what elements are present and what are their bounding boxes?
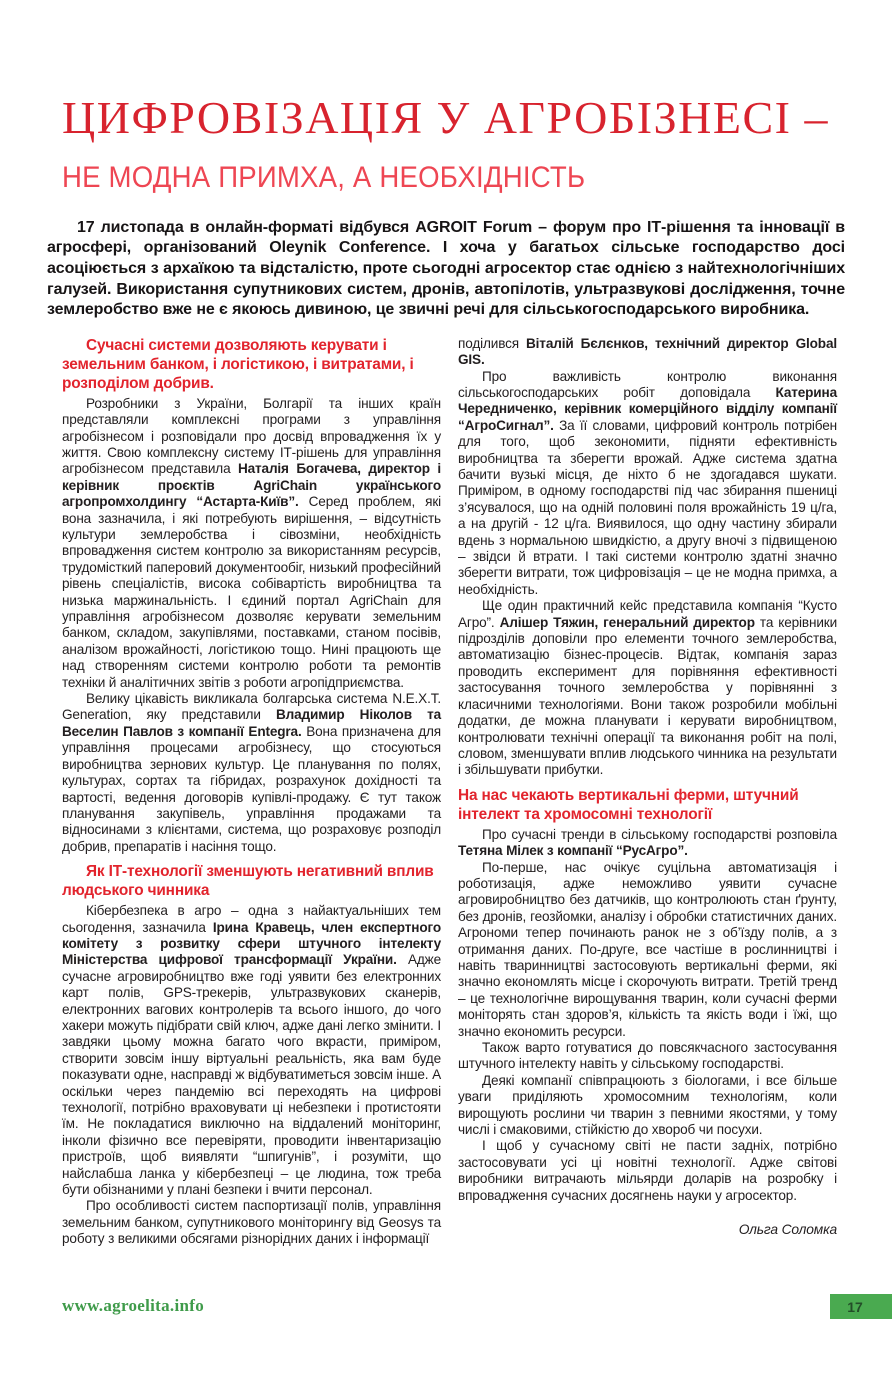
paragraph	[458, 598, 837, 778]
speaker-name: Ірина Кравець, член експертного комітету з розвитку сфери штучного інтелекту Міністерства цифрової трансформації України.	[62, 919, 441, 968]
paragraph	[62, 1198, 441, 1247]
paragraph	[62, 691, 441, 855]
body-text: Про сучасні тренди в сільському господарстві розповіла	[482, 826, 837, 842]
article-title: ЦИФРОВІЗАЦІЯ У АГРОБІЗНЕСІ –	[62, 92, 829, 143]
paragraph	[458, 369, 837, 599]
magazine-page	[0, 94, 892, 1390]
body-text: Про важливість контролю виконання сільськогосподарських робіт доповідала	[458, 368, 837, 400]
body-text: Вона призначена для управління процесами агробізнесу, що стосуються виробництва зернових культур. Це планування по полях, культурах, сортах та гібридах, розрахунок дохідності та вартості, ведення договорів купівлі-продажу. Є тут також планування закупівель, управління продажами та відносинами з клієнтами, система, що розраховує розподіл добрив, препаратів і насіння тощо.	[62, 723, 441, 854]
body-text: Ще один практичний кейс представила компанія “Кусто Агро”.	[458, 598, 837, 630]
author-byline: Ольга Соломка	[738, 1222, 837, 1238]
body-text: поділився	[458, 335, 527, 351]
column-right	[458, 335, 838, 1238]
paragraph	[62, 396, 441, 691]
article-lead-paragraph: 17 листопада в онлайн-форматі відбувся AGROIT Forum – форум про ІТ-рішення та інновації в агросфері, організований Oleynik Conference. І хоча у багатьох сільське господарство досі асоціюється з архаїкою та відсталістю, проте сьогодні агросектор стає однією з найтехнологічніших галузей. Використання супутникових систем, дронів, автопілотів, ультразвукові дослідження, точне землеробство вже не є якоюсь дивиною, це звичні речі для сільськогосподарського виробника.	[47, 218, 845, 319]
speaker-name: Катерина Чередниченко, керівник комерційного відділу компанії “АгроСигнал”.	[458, 384, 837, 433]
paragraph	[458, 1073, 837, 1139]
article-body	[62, 335, 838, 1247]
body-text: І щоб у сучасному світі не пасти задніх, потрібно застосовувати усі ці новітні технології. Адже світові виробники витрачають мільярди доларів на розробку і впровадження сучасних досягнень науки у агросектор.	[458, 1138, 837, 1203]
speaker-name: Віталій Бєлєнков, технічний директор Global GIS.	[458, 335, 837, 368]
body-text: Кібербезпека в агро – одна з найактуальніших тем сьогодення, зазначила	[62, 903, 441, 935]
column-left	[62, 336, 442, 1247]
section-heading: Сучасні системи дозволяють керувати і земельним банком, і логістикою, і витратами, і розподілом добрив.	[62, 336, 414, 392]
body-text: За її словами, цифровий контроль потрібен для того, щоб зекономити, підняти ефективність виробництва та зберегти врожай. Адже система здатна бачити вузькі місця, де ніхто б не здогадався шукати. Приміром, в одному господарстві під час збирання пшениці з’ясувалося, що на одній половині поля врожайність 19 ц/га, а на другій - 12 ц/га. Виявилося, що одну частину збирали вдень з нормальною швидкістю, а другу вночі з підвищеною – звідси й втрати. І такі системи контролю здатні значно зберегти витрати, тож цифровізація – це не модна примха, а необхідність.	[458, 417, 837, 597]
body-text: Серед проблем, які вона зазначила, і які потребують вирішення, – відсутність культури землеробства і сівозміни, необхідність впровадження систем контролю за використанням ресурсів, трудомісткий паперовий документообіг, низький професійний рівень спеціалістів, висока собівартість виробництва та низька маржинальність. І єдиний портал AgriChain для управління агробізнесом дозволяє керувати земельним банком, складом, закупівлями, поставками, станом посівів, аналізом врожайності, логістикою тощо. Нині працюють ще над створенням системи контролю роботи та ремонтів техніки й аналітичних звітів з роботи агропідприємства.	[62, 494, 441, 690]
speaker-name: Владимир Ніколов та Веселин Павлов з компанії Entegra.	[62, 707, 442, 739]
speaker-name: Тетяна Мілек з компанії “РусАгро”.	[458, 843, 688, 859]
paragraph	[458, 1040, 837, 1073]
body-text: Велику цікавість викликала болгарська система N.E.X.T. Generation, яку представили	[62, 691, 441, 723]
website-link[interactable]: www.agroelita.info	[62, 1296, 205, 1315]
section-heading: Як ІТ-технології зменшують негативний вплив людського чинника	[62, 863, 434, 900]
speaker-name: Наталія Богачева, директор і керівник проєктів AgriChain українського агропромхолдингу “Астарта-Київ”.	[62, 461, 441, 510]
body-text: Адже сучасне агровиробництво вже годі уявити без електронних карт полів, GPS-трекерів, ультразвукових сканерів, електронних вагових контролерів та всього іншого, до чого хакери можуть підібрати свій ключ, адже дані легко змінити. І завдяки цьому можна багато чого вкрасти, приміром, створити зовсім іншу віртуальні реальність, яка вам буде показувати одне, насправді ж відбуватиметься зовсім інше. А оскільки через пандемію всі переходять на цифрові технології, потрібно враховувати ці небезпеки і протистояти їм. Не покладатися виключно на віддалений моніторинг, інколи фізично все перевіряти, проводити інвентаризацію пристроїв, щоб виявляти “шпигунів”, і розуміти, що найслабша ланка у кібербезпеці – це людина, тож треба бути обізнаними у плані безпеки і вчити персонал.	[62, 952, 441, 1198]
body-text: Про особливості систем паспортизації полів, управління земельним банком, супутникового моніторингу від Geosys та роботу з великими обсягами різнорідних даних і інформації	[62, 1198, 441, 1247]
article-subtitle: НЕ МОДНА ПРИМХА, А НЕОБХІДНІСТЬ	[62, 161, 586, 195]
page-number: 17	[847, 1298, 863, 1315]
paragraph	[458, 336, 837, 369]
paragraph	[458, 827, 837, 860]
paragraph	[458, 1138, 837, 1204]
body-text: та керівники підрозділів доповіли про елементи точного землеробства, автоматизацію бізнес-процесів. Відтак, компанія зараз проводить експеримент для порівняння ефективності застосування точного землеробства у порівнянні з класичними технологіями. Вони також розробили мобільні додатки, де можна планувати і керувати виробництвом, контролювати технічні операції та виконання робіт на полі, словом, зменшувати вплив людського чинника на результати і збільшувати прибутки.	[458, 614, 838, 778]
body-text: Розробники з України, Болгарії та інших країн представляли комплексні програми з управління агробізнесом і розповідали про досвід впровадження їх у життя. Свою комплексну систему ІТ-рішень для управління агробізнесом представила	[62, 395, 441, 477]
paragraph	[458, 860, 837, 1040]
body-text: Також варто готуватися до повсякчасного застосування штучного інтелекту навіть у сільському господарстві.	[458, 1040, 837, 1072]
section-heading: На нас чекають вертикальні ферми, штучний інтелект та хромосомні технології	[458, 786, 799, 823]
body-text: По-перше, нас очікує суцільна автоматизація і роботизація, адже неможливо уявити сучасне агровиробництво без датчиків, що контролюють стан ґрунту, без дронів, геозйомки, аналізу і обробки статистичних даних. Агрономи тепер починають ранок не з об’їзду полів, а з отримання даних. По-друге, все частіше в рослинництві і навіть тваринництві застосовують вертикальні ферми, які значно економлять місце і скорочують витрати. Третій тренд – це технологічне вирощування тварин, коли сучасні ферми моніторять стан здоров’я, кількість та якість води і їжі, що значно економить ресурси.	[458, 859, 837, 1039]
paragraph	[62, 903, 441, 1198]
page-number-badge	[830, 1294, 892, 1319]
body-text: Деякі компанії співпрацюють з біологами, і все більше уваги приділяють хромосомним технологіям, коли вирощують рослини чи тварин з певними якостями, у тому числі і смаковими, стійкістю до хвороб чи посухи.	[458, 1072, 837, 1138]
speaker-name: Алішер Тяжин, генеральний директор	[499, 614, 755, 630]
